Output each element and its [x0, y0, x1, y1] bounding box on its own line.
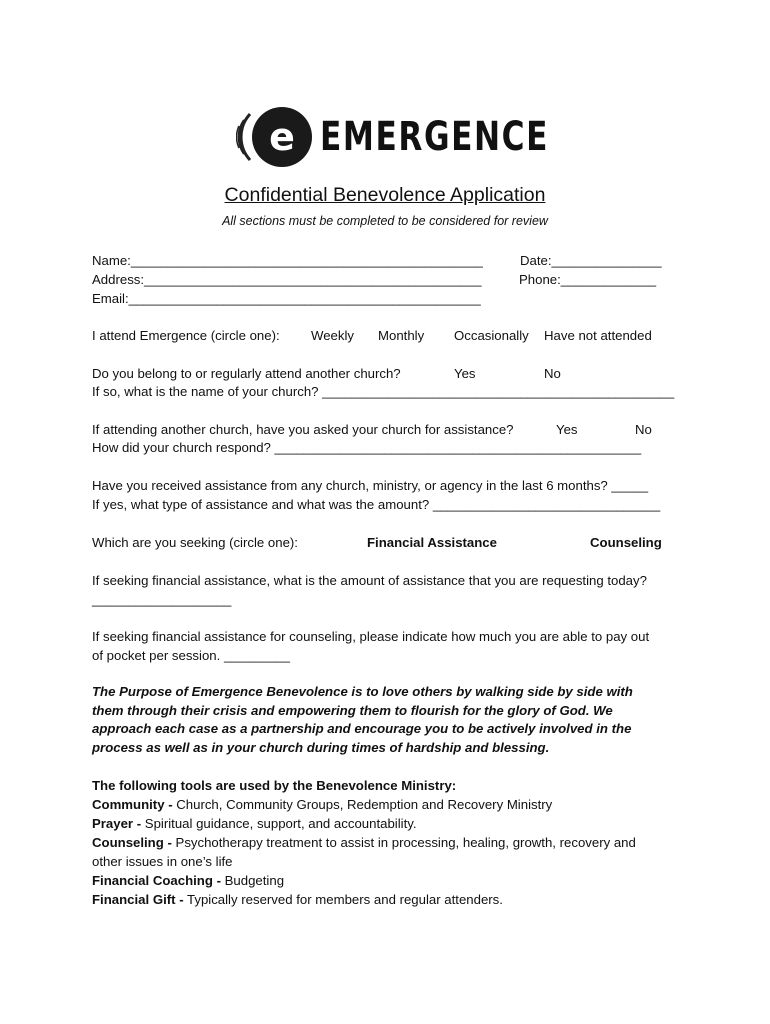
prior-assistance-question[interactable]: Have you received assistance from any church, ministry, or agency in the last 6 months? _____: [92, 478, 649, 493]
seeking-option-financial[interactable]: Financial Assistance: [367, 535, 497, 550]
purpose-line: The Purpose of Emergence Benevolence is to love others by walking side by side with: [92, 684, 633, 699]
tool-term: Community -: [92, 797, 173, 812]
prior-assistance-detail-field[interactable]: If yes, what type of assistance and what was the amount? _______________________________: [92, 497, 661, 512]
church-assistance-no[interactable]: No: [635, 422, 652, 437]
church-name-field[interactable]: If so, what is the name of your church? ________________________________________________: [92, 384, 675, 399]
counseling-pay-field[interactable]: of pocket per session. _________: [92, 648, 290, 663]
tool-desc: Spiritual guidance, support, and accountability.: [141, 816, 417, 831]
purpose-statement: [92, 683, 672, 757]
phone-field[interactable]: Phone:_____________: [519, 272, 657, 287]
email-field[interactable]: Email:________________________________________________: [92, 291, 481, 306]
tool-desc: Church, Community Groups, Redemption and Recovery Ministry: [172, 797, 553, 812]
seeking-option-counseling[interactable]: Counseling: [590, 535, 662, 550]
church-assistance-question: If attending another church, have you asked your church for assistance?: [92, 422, 514, 437]
purpose-line: them through their crisis and empowering them to flourish for the glory of God. We: [92, 702, 613, 718]
date-field[interactable]: Date:_______________: [520, 253, 662, 268]
name-field[interactable]: Name:________________________________________________: [92, 253, 483, 268]
tool-item-continued: [92, 854, 233, 870]
purpose-line: process as well as in your church during times of hardship and blessing.: [92, 739, 550, 755]
other-church-question: Do you belong to or regularly attend another church?: [92, 366, 401, 381]
tool-desc: Psychotherapy treatment to assist in processing, healing, growth, recovery and: [171, 835, 636, 850]
attendance-option-occasionally[interactable]: Occasionally: [454, 328, 529, 343]
tool-item: [92, 816, 417, 832]
attendance-option-not-attended[interactable]: Have not attended: [544, 328, 652, 343]
tool-term: Counseling -: [92, 835, 172, 850]
tool-term: Prayer -: [92, 816, 142, 831]
amount-field[interactable]: ___________________: [92, 592, 232, 607]
tools-heading: The following tools are used by the Benevolence Ministry:: [92, 778, 457, 793]
church-assistance-yes[interactable]: Yes: [556, 422, 578, 437]
tool-term: Financial Gift -: [92, 892, 184, 907]
tool-item: [92, 797, 552, 813]
address-field[interactable]: Address:______________________________________________: [92, 272, 482, 287]
tool-term: Financial Coaching -: [92, 873, 221, 888]
attendance-option-weekly[interactable]: Weekly: [311, 328, 354, 343]
church-response-field[interactable]: How did your church respond? __________________________________________________: [92, 440, 642, 455]
logo-wordmark: EMERGENCE: [320, 114, 549, 160]
tool-item: [92, 873, 284, 889]
purpose-line: approach each case as a partnership and encourage you to be actively involved in the: [92, 721, 632, 737]
emergence-e-icon: [236, 104, 320, 170]
tool-item: [92, 835, 636, 851]
amount-question: If seeking financial assistance, what is the amount of assistance that you are requesting today?: [92, 573, 647, 588]
tool-desc: other issues in one’s life: [92, 854, 233, 869]
emergence-logo: [236, 104, 549, 170]
page-title: Confidential Benevolence Application: [224, 184, 546, 206]
tool-desc: Budgeting: [220, 873, 285, 888]
page-subtitle: All sections must be completed to be considered for review: [222, 214, 548, 228]
attendance-question: I attend Emergence (circle one):: [92, 328, 280, 343]
tool-item: [92, 892, 503, 908]
counseling-pay-question: If seeking financial assistance for counseling, please indicate how much you are able to pay out: [92, 629, 650, 644]
other-church-no[interactable]: No: [544, 366, 561, 381]
tool-desc: Typically reserved for members and regular attenders.: [183, 892, 503, 907]
other-church-yes[interactable]: Yes: [454, 366, 476, 381]
attendance-option-monthly[interactable]: Monthly: [378, 328, 425, 343]
seeking-question: Which are you seeking (circle one):: [92, 535, 298, 550]
svg-text:e: e: [269, 115, 295, 159]
